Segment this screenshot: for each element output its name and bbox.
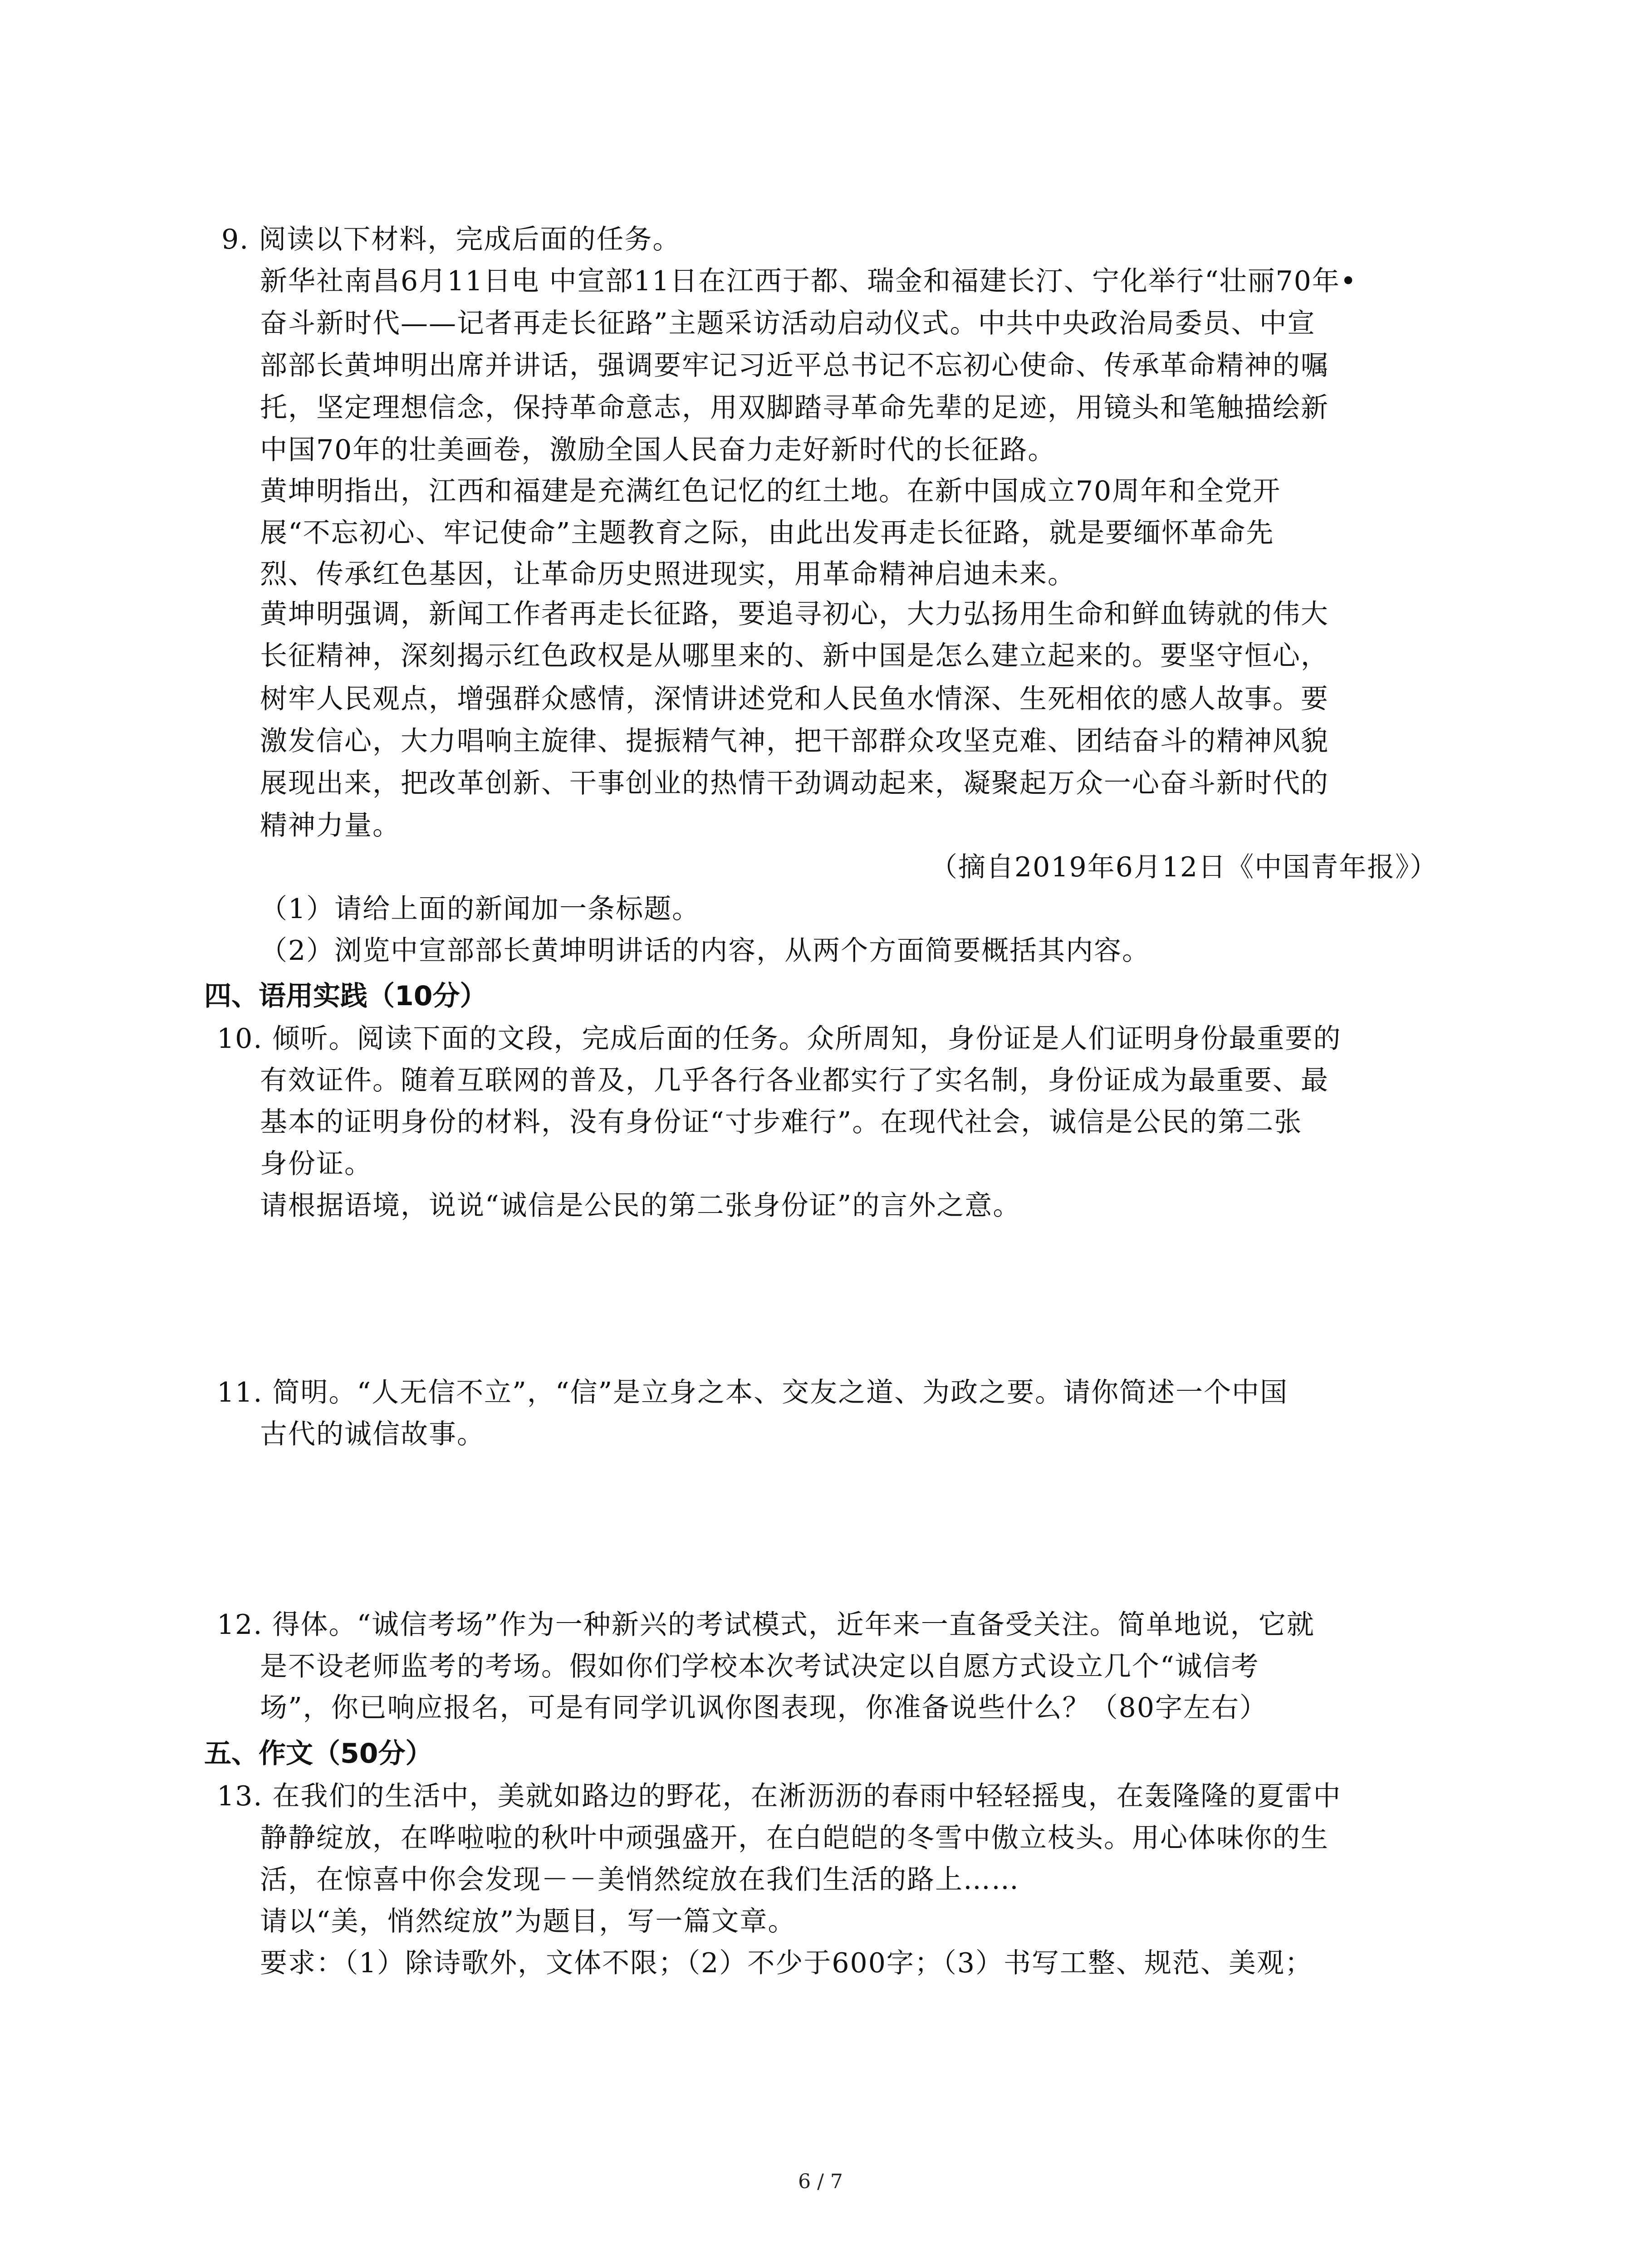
q11-line: 古代的诚信故事。 [260,1418,485,1450]
section-4-heading: 四、语用实践（10分） [204,980,487,1012]
q12-line: 场”，你已响应报名，可是有同学讥讽你图表现，你准备说些什么？（80字左右） [260,1692,1268,1724]
q9-line: 精神力量。 [260,810,401,841]
q10-line: 基本的证明身份的材料，没有身份证“寸步难行”。在现代社会，诚信是公民的第二张 [260,1106,1303,1138]
q9-sub1: （1）请给上面的新闻加一条标题。 [260,893,700,925]
q9-title: 9. 阅读以下材料，完成后面的任务。 [221,224,681,255]
q13-line: 静静绽放，在哗啦啦的秋叶中顽强盛开，在白皑皑的冬雪中傲立枝头。用心体味你的生 [260,1822,1329,1854]
q9-sub2: （2）浏览中宣部部长黄坤明讲话的内容，从两个方面简要概括其内容。 [260,935,1151,967]
q12-line: 是不设老师监考的考场。假如你们学校本次考试决定以自愿方式设立几个“诚信考 [260,1651,1259,1682]
q12-line: 12. 得体。“诚信考场”作为一种新兴的考试模式，近年来一直备受关注。简单地说，它就 [217,1609,1315,1641]
q10-line: 请根据语境，说说“诚信是公民的第二张身份证”的言外之意。 [260,1190,1021,1222]
q11-line: 11. 简明。“人无信不立”，“信”是立身之本、交友之道、为政之要。请你简述一个中国 [217,1377,1288,1408]
q9-line: 新华社南昌6月11日电 中宣部11日在江西于都、瑞金和福建长汀、宁化举行“壮丽70年• [260,265,1357,297]
q9-line: 中国70年的壮美画卷，激励全国人民奋力走好新时代的长征路。 [260,434,1056,466]
q10-line: 身份证。 [260,1148,372,1180]
q13-line: 活，在惊喜中你会发现－－美悄然绽放在我们生活的路上…… [260,1864,1019,1896]
q9-line: 展现出来，把改革创新、干事创业的热情干劲调动起来，凝聚起万众一心奋斗新时代的 [260,767,1329,799]
q9-line: 树牢人民观点，增强群众感情，深情讲述党和人民鱼水情深、生死相依的感人故事。要 [260,683,1329,715]
q9-line: 烈、传承红色基因，让革命历史照进现实，用革命精神启迪未来。 [260,558,1076,590]
q9-line: 激发信心，大力唱响主旋律、提振精气神，把干部群众攻坚克难、团结奋斗的精神风貌 [260,725,1329,757]
q9-line: 长征精神，深刻揭示红色政权是从哪里来的、新中国是怎么建立起来的。要坚守恒心， [260,640,1329,672]
q9-line: 黄坤明强调，新闻工作者再走长征路，要追寻初心，大力弘扬用生命和鲜血铸就的伟大 [260,598,1329,630]
q9-line: 黄坤明指出，江西和福建是充满红色记忆的红土地。在新中国成立70周年和全党开 [260,475,1281,507]
q9-line: 托，坚定理想信念，保持革命意志，用双脚踏寻革命先辈的足迹，用镜头和笔触描绘新 [260,392,1329,424]
q13-line: 请以“美，悄然绽放”为题目，写一篇文章。 [260,1906,796,1937]
q13-line: 要求：（1）除诗歌外，文体不限；（2）不少于600字；（3）书写工整、规范、美观； [260,1947,1313,1979]
q9-line: 部部长黄坤明出席并讲话，强调要牢记习近平总书记不忘初心使命、传承革命精神的嘱 [260,350,1329,381]
q9-line: 展“不忘初心、牢记使命”主题教育之际，由此出发再走长征路，就是要缅怀革命先 [260,517,1274,549]
q9-line: 奋斗新时代——记者再走长征路”主题采访活动启动仪式。中共中央政治局委员、中宣 [260,308,1316,339]
page-number: 6 / 7 [798,2170,843,2193]
q13-line: 13. 在我们的生活中，美就如路边的野花，在淅沥沥的春雨中轻轻摇曳，在轰隆隆的夏雷中 [217,1780,1342,1812]
q10-line: 有效证件。随着互联网的普及，几乎各行各业都实行了实名制，身份证成为最重要、最 [260,1065,1329,1096]
q10-line: 10. 倾听。阅读下面的文段，完成后面的任务。众所周知，身份证是人们证明身份最重要的 [217,1023,1342,1055]
section-5-heading: 五、作文（50分） [204,1738,433,1769]
q9-source: （摘自2019年6月12日《中国青年报》） [930,851,1438,883]
